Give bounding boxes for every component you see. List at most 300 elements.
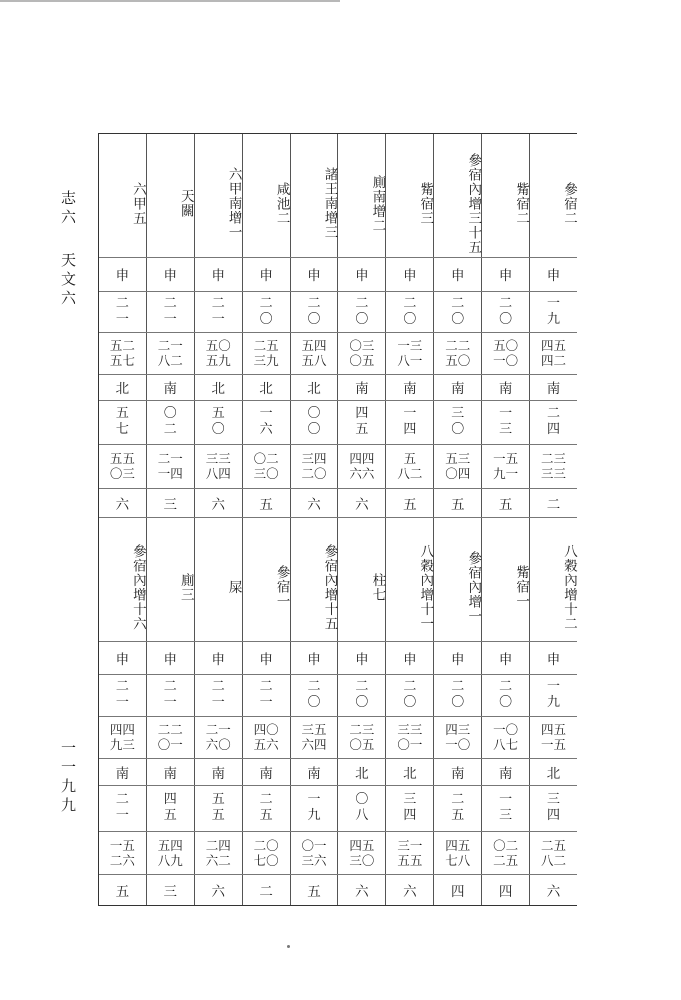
minutes-seconds-value bbox=[110, 722, 135, 752]
numeral: 〇二 bbox=[493, 837, 519, 853]
table-cell bbox=[482, 400, 529, 444]
table-cell bbox=[291, 374, 338, 400]
north-south-mark: 南 bbox=[498, 765, 513, 782]
degree-value bbox=[499, 406, 512, 438]
minutes-seconds-value bbox=[254, 338, 279, 368]
north-south-mark: 南 bbox=[498, 381, 513, 397]
catalog-column bbox=[434, 134, 482, 905]
numeral: 〇三 bbox=[349, 338, 375, 353]
row-divider bbox=[99, 874, 577, 875]
numeral: 一 bbox=[115, 311, 129, 327]
direction-mark: 申 bbox=[163, 268, 178, 284]
direction-mark: 申 bbox=[163, 651, 178, 668]
numeral: 六四 bbox=[301, 737, 327, 752]
table-cell bbox=[482, 257, 529, 291]
star-name: 觜宿二 bbox=[513, 181, 530, 226]
numeral: 二 bbox=[451, 295, 465, 311]
numeral: 一五 bbox=[493, 451, 519, 466]
north-south-mark: 南 bbox=[355, 381, 369, 397]
numeral: 〇 bbox=[211, 422, 225, 437]
degree-value bbox=[212, 296, 225, 328]
numeral: 五〇 bbox=[205, 338, 231, 353]
numeral: 六六 bbox=[349, 466, 375, 481]
numeral: 七八 bbox=[445, 852, 471, 868]
magnitude-value: 五 bbox=[307, 883, 321, 900]
star-name: 參宿內增十五 bbox=[321, 543, 338, 631]
minutes-seconds-value bbox=[110, 451, 135, 481]
numeral: 一五 bbox=[109, 837, 135, 853]
degree-value bbox=[355, 792, 368, 824]
direction-mark: 申 bbox=[115, 651, 130, 668]
table-cell bbox=[386, 400, 433, 444]
table-cell bbox=[99, 874, 146, 905]
numeral: 二 bbox=[259, 679, 273, 694]
numeral: 〇 bbox=[355, 695, 369, 710]
minutes-seconds-value bbox=[158, 722, 183, 752]
numeral: 五〇 bbox=[445, 353, 471, 368]
degree-value bbox=[260, 296, 273, 328]
numeral: 三 bbox=[403, 792, 417, 807]
degree-value bbox=[547, 406, 560, 438]
north-south-mark: 北 bbox=[115, 381, 130, 397]
table-cell bbox=[291, 332, 338, 374]
magnitude-value: 五 bbox=[259, 496, 273, 513]
table-cell bbox=[243, 332, 290, 374]
north-south-mark: 北 bbox=[259, 381, 273, 397]
numeral: 四五 bbox=[541, 338, 567, 353]
table-cell bbox=[147, 874, 194, 905]
numeral: 一四 bbox=[157, 466, 183, 481]
table-cell bbox=[434, 641, 481, 674]
table-cell bbox=[434, 400, 481, 444]
minutes-seconds-value bbox=[397, 838, 422, 868]
numeral: 一 bbox=[547, 295, 561, 311]
numeral: 一 bbox=[259, 406, 273, 421]
degree-value bbox=[451, 792, 464, 824]
numeral: 〇 bbox=[163, 406, 177, 421]
minutes-seconds-value bbox=[349, 451, 374, 481]
minutes-seconds-value bbox=[541, 838, 566, 868]
direction-mark: 申 bbox=[259, 651, 273, 668]
numeral: 五 bbox=[259, 808, 273, 823]
table-cell bbox=[99, 400, 146, 444]
minutes-seconds-value bbox=[541, 338, 566, 368]
degree-value bbox=[403, 679, 416, 711]
degree-value bbox=[499, 792, 512, 824]
numeral: 三九 bbox=[253, 353, 279, 368]
minutes-seconds-value bbox=[445, 451, 470, 481]
star-name: 屎 bbox=[225, 579, 242, 595]
numeral: 〇一 bbox=[397, 737, 423, 752]
table-cell bbox=[195, 758, 242, 785]
table-cell bbox=[482, 444, 529, 488]
table-cell bbox=[386, 874, 433, 905]
north-south-mark: 北 bbox=[211, 381, 225, 397]
degree-value bbox=[116, 406, 129, 438]
table-cell bbox=[195, 874, 242, 905]
table-cell bbox=[338, 291, 385, 332]
numeral: 八七 bbox=[493, 737, 519, 752]
numeral: 二 bbox=[163, 422, 177, 437]
numeral: 一〇 bbox=[493, 353, 519, 368]
row-divider bbox=[99, 488, 577, 489]
numeral: 二 bbox=[451, 679, 465, 694]
magnitude-value: 四 bbox=[450, 883, 465, 900]
table-cell bbox=[434, 874, 481, 905]
table-cell bbox=[530, 758, 577, 785]
table-cell bbox=[195, 444, 242, 488]
table-cell bbox=[99, 374, 146, 400]
table-cell bbox=[482, 716, 529, 758]
numeral: 〇 bbox=[355, 311, 369, 327]
numeral: 五四 bbox=[301, 338, 327, 353]
table-cell bbox=[291, 716, 338, 758]
table-cell bbox=[99, 332, 146, 374]
table-cell bbox=[530, 831, 577, 874]
degree-value bbox=[355, 406, 368, 438]
table-cell bbox=[195, 674, 242, 716]
numeral: 〇四 bbox=[445, 466, 471, 481]
numeral: 二〇 bbox=[301, 466, 327, 481]
table-cell bbox=[338, 374, 385, 400]
numeral: 二 bbox=[403, 295, 417, 311]
magnitude-value: 五 bbox=[403, 496, 417, 513]
table-cell bbox=[530, 291, 577, 332]
catalog-column bbox=[195, 134, 243, 905]
table-cell bbox=[147, 641, 194, 674]
numeral: 四四 bbox=[109, 722, 135, 737]
numeral: 〇 bbox=[499, 311, 513, 327]
magnitude-value: 二 bbox=[546, 496, 561, 513]
table-cell bbox=[147, 332, 194, 374]
direction-mark: 申 bbox=[211, 268, 225, 284]
numeral: 八二 bbox=[541, 852, 567, 868]
table-cell bbox=[147, 257, 194, 291]
minutes-seconds-value bbox=[493, 838, 518, 868]
north-south-mark: 南 bbox=[546, 381, 561, 397]
table-cell bbox=[386, 674, 433, 716]
numeral: 五 bbox=[115, 406, 129, 421]
direction-mark: 申 bbox=[211, 651, 225, 668]
table-cell bbox=[434, 785, 481, 831]
degree-value bbox=[499, 296, 512, 328]
degree-value bbox=[499, 679, 512, 711]
numeral: 二 bbox=[307, 679, 321, 694]
table-cell bbox=[291, 641, 338, 674]
magnitude-value: 五 bbox=[115, 883, 130, 900]
table-cell bbox=[386, 758, 433, 785]
numeral: 二 bbox=[499, 295, 513, 311]
magnitude-value: 五 bbox=[498, 496, 513, 513]
table-cell bbox=[482, 674, 529, 716]
table-cell bbox=[530, 674, 577, 716]
table-cell bbox=[482, 874, 529, 905]
row-divider bbox=[99, 716, 577, 717]
numeral: 四五 bbox=[349, 837, 375, 853]
table-cell bbox=[291, 874, 338, 905]
numeral: 二 bbox=[547, 406, 561, 421]
star-name: 諸王南增三 bbox=[321, 167, 338, 240]
table-cell bbox=[243, 374, 290, 400]
numeral: 四五 bbox=[445, 837, 471, 853]
minutes-seconds-value bbox=[158, 451, 183, 481]
table-cell bbox=[147, 716, 194, 758]
numeral: 五〇 bbox=[493, 338, 519, 353]
degree-value bbox=[308, 406, 321, 438]
numeral: 五 bbox=[211, 808, 225, 823]
row-divider bbox=[99, 674, 577, 675]
numeral: 六〇 bbox=[205, 737, 231, 752]
minutes-seconds-value bbox=[445, 838, 470, 868]
degree-value bbox=[547, 679, 560, 711]
numeral: 八四 bbox=[205, 466, 231, 481]
catalog-column bbox=[99, 134, 147, 905]
numeral: 〇五 bbox=[349, 353, 375, 368]
degree-value bbox=[164, 679, 177, 711]
north-south-mark: 南 bbox=[403, 381, 417, 397]
table-cell bbox=[338, 758, 385, 785]
magnitude-value: 四 bbox=[498, 883, 513, 900]
numeral: 五 bbox=[163, 808, 177, 823]
north-south-mark: 南 bbox=[259, 765, 273, 782]
table-cell bbox=[291, 400, 338, 444]
numeral: 二 bbox=[403, 679, 417, 694]
numeral: 二三 bbox=[541, 451, 567, 466]
table-cell bbox=[386, 831, 433, 874]
north-south-mark: 南 bbox=[211, 765, 225, 782]
star-name: 參宿內增十六 bbox=[129, 543, 146, 631]
magnitude-value: 六 bbox=[211, 883, 225, 900]
numeral: 一 bbox=[163, 695, 177, 710]
direction-mark: 申 bbox=[307, 651, 321, 668]
numeral: 四 bbox=[547, 808, 561, 823]
table-cell bbox=[195, 831, 242, 874]
table-cell bbox=[386, 641, 433, 674]
degree-value bbox=[212, 406, 225, 438]
table-cell bbox=[243, 758, 290, 785]
direction-mark: 申 bbox=[307, 268, 321, 284]
numeral: 五二 bbox=[109, 338, 135, 353]
table-cell bbox=[195, 400, 242, 444]
degree-value bbox=[260, 792, 273, 824]
table-cell bbox=[386, 332, 433, 374]
minutes-seconds-value bbox=[254, 838, 279, 868]
table-cell bbox=[195, 291, 242, 332]
table-cell bbox=[386, 257, 433, 291]
table-cell bbox=[530, 257, 577, 291]
numeral: 二一 bbox=[157, 338, 183, 353]
minutes-seconds-value bbox=[302, 338, 327, 368]
numeral: 五三 bbox=[445, 451, 471, 466]
table-cell bbox=[243, 716, 290, 758]
margin-volume-label: 志六 bbox=[59, 190, 77, 228]
table-cell bbox=[291, 488, 338, 517]
minutes-seconds-value bbox=[206, 451, 231, 481]
catalog-column bbox=[338, 134, 386, 905]
direction-mark: 申 bbox=[403, 268, 417, 284]
table-cell bbox=[147, 488, 194, 517]
numeral: 四五 bbox=[541, 722, 567, 737]
numeral: 一 bbox=[403, 406, 417, 421]
table-cell bbox=[386, 374, 433, 400]
numeral: 二 bbox=[355, 679, 369, 694]
numeral: 二 bbox=[259, 295, 273, 311]
table-cell bbox=[434, 831, 481, 874]
numeral: 九 bbox=[547, 311, 561, 327]
numeral: 〇三 bbox=[109, 466, 135, 481]
numeral: 二 bbox=[115, 792, 129, 807]
magnitude-value: 六 bbox=[403, 883, 417, 900]
table-cell bbox=[386, 488, 433, 517]
star-name: 參宿一 bbox=[273, 565, 290, 609]
minutes-seconds-value bbox=[541, 722, 566, 752]
row-divider bbox=[99, 785, 577, 786]
table-cell bbox=[147, 444, 194, 488]
table-cell bbox=[338, 874, 385, 905]
numeral: 五八 bbox=[301, 353, 327, 368]
magnitude-value: 三 bbox=[163, 883, 178, 900]
numeral: 一 bbox=[307, 792, 321, 807]
numeral: 一〇 bbox=[493, 722, 519, 737]
star-name: 天關 bbox=[177, 189, 194, 218]
star-name: 參宿內增三十五 bbox=[465, 152, 482, 255]
direction-mark: 申 bbox=[115, 268, 130, 284]
numeral: 八 bbox=[355, 808, 369, 823]
numeral: 二 bbox=[163, 679, 177, 694]
star-name: 八穀內增十二 bbox=[561, 543, 577, 631]
table-cell bbox=[482, 488, 529, 517]
table-cell bbox=[99, 291, 146, 332]
numeral: 二 bbox=[307, 295, 321, 311]
table-cell bbox=[195, 716, 242, 758]
numeral: 二 bbox=[499, 679, 513, 694]
minutes-seconds-value bbox=[302, 838, 327, 868]
table-cell bbox=[195, 332, 242, 374]
table-cell bbox=[291, 831, 338, 874]
north-south-mark: 南 bbox=[307, 765, 321, 782]
degree-value bbox=[451, 406, 464, 438]
degree-value bbox=[164, 792, 177, 824]
numeral: 〇 bbox=[451, 695, 465, 710]
minutes-seconds-value bbox=[302, 722, 327, 752]
minutes-seconds-value bbox=[349, 838, 374, 868]
table-cell bbox=[530, 488, 577, 517]
table-cell bbox=[243, 444, 290, 488]
table-cell bbox=[291, 257, 338, 291]
table-cell bbox=[386, 785, 433, 831]
degree-value bbox=[403, 296, 416, 328]
magnitude-value: 六 bbox=[115, 496, 130, 513]
table-cell bbox=[338, 716, 385, 758]
numeral: 四 bbox=[163, 792, 177, 807]
numeral: 二 bbox=[355, 295, 369, 311]
row-divider bbox=[99, 374, 577, 375]
row-divider bbox=[99, 291, 577, 292]
table-cell bbox=[243, 831, 290, 874]
magnitude-value: 六 bbox=[211, 496, 225, 513]
north-south-mark: 南 bbox=[450, 765, 465, 782]
degree-value bbox=[547, 792, 560, 824]
star-name: 柱七 bbox=[369, 572, 386, 602]
numeral: 四〇 bbox=[253, 722, 279, 737]
table-cell bbox=[530, 641, 577, 674]
table-cell bbox=[147, 831, 194, 874]
table-cell bbox=[243, 874, 290, 905]
table-cell bbox=[530, 874, 577, 905]
star-name: 六甲五 bbox=[129, 181, 146, 226]
numeral: 八二 bbox=[397, 466, 423, 481]
degree-value bbox=[212, 679, 225, 711]
table-cell bbox=[147, 758, 194, 785]
minutes-seconds-value bbox=[110, 838, 135, 868]
table-cell bbox=[243, 785, 290, 831]
numeral: 五 bbox=[355, 422, 369, 437]
north-south-mark: 北 bbox=[546, 765, 561, 782]
star-name: 參宿內增一 bbox=[465, 550, 482, 624]
table-cell bbox=[338, 400, 385, 444]
table-cell bbox=[147, 374, 194, 400]
table-cell bbox=[386, 716, 433, 758]
numeral: 四 bbox=[403, 422, 417, 437]
numeral: 二四 bbox=[205, 837, 231, 853]
degree-value bbox=[355, 679, 368, 711]
numeral: 四 bbox=[547, 422, 561, 437]
north-south-mark: 北 bbox=[403, 765, 417, 782]
table-cell bbox=[338, 332, 385, 374]
table-cell bbox=[482, 831, 529, 874]
table-cell bbox=[482, 758, 529, 785]
star-name: 參宿二 bbox=[561, 181, 577, 226]
numeral: 一〇 bbox=[445, 737, 471, 752]
numeral: 七 bbox=[115, 422, 129, 437]
numeral: 八九 bbox=[157, 852, 183, 868]
table-cell bbox=[147, 400, 194, 444]
table-cell bbox=[482, 374, 529, 400]
degree-value bbox=[308, 679, 321, 711]
degree-value bbox=[116, 296, 129, 328]
numeral: 五四 bbox=[157, 837, 183, 853]
table-cell bbox=[482, 291, 529, 332]
catalog-column bbox=[243, 134, 291, 905]
direction-mark: 申 bbox=[498, 651, 513, 668]
table-cell bbox=[434, 674, 481, 716]
row-divider bbox=[99, 758, 577, 759]
minutes-seconds-value bbox=[349, 338, 374, 368]
minutes-seconds-value bbox=[206, 838, 231, 868]
table-cell bbox=[195, 257, 242, 291]
table-cell bbox=[434, 332, 481, 374]
star-name: 廁三 bbox=[177, 572, 194, 602]
degree-value bbox=[355, 296, 368, 328]
numeral: 二 bbox=[211, 679, 225, 694]
numeral: 二二 bbox=[157, 722, 183, 737]
table-cell bbox=[338, 488, 385, 517]
table-cell bbox=[530, 785, 577, 831]
north-south-mark: 南 bbox=[450, 381, 465, 397]
numeral: 六二 bbox=[205, 852, 231, 868]
table-cell bbox=[386, 291, 433, 332]
magnitude-value: 六 bbox=[355, 496, 369, 513]
numeral: 〇 bbox=[403, 311, 417, 327]
numeral: 二一 bbox=[205, 722, 231, 737]
degree-value bbox=[260, 406, 273, 438]
numeral: 〇 bbox=[355, 792, 369, 807]
star-name: 六甲南增一 bbox=[225, 167, 242, 240]
minutes-seconds-value bbox=[445, 338, 470, 368]
table-cell bbox=[434, 716, 481, 758]
row-divider bbox=[99, 831, 577, 832]
numeral: 五九 bbox=[205, 353, 231, 368]
